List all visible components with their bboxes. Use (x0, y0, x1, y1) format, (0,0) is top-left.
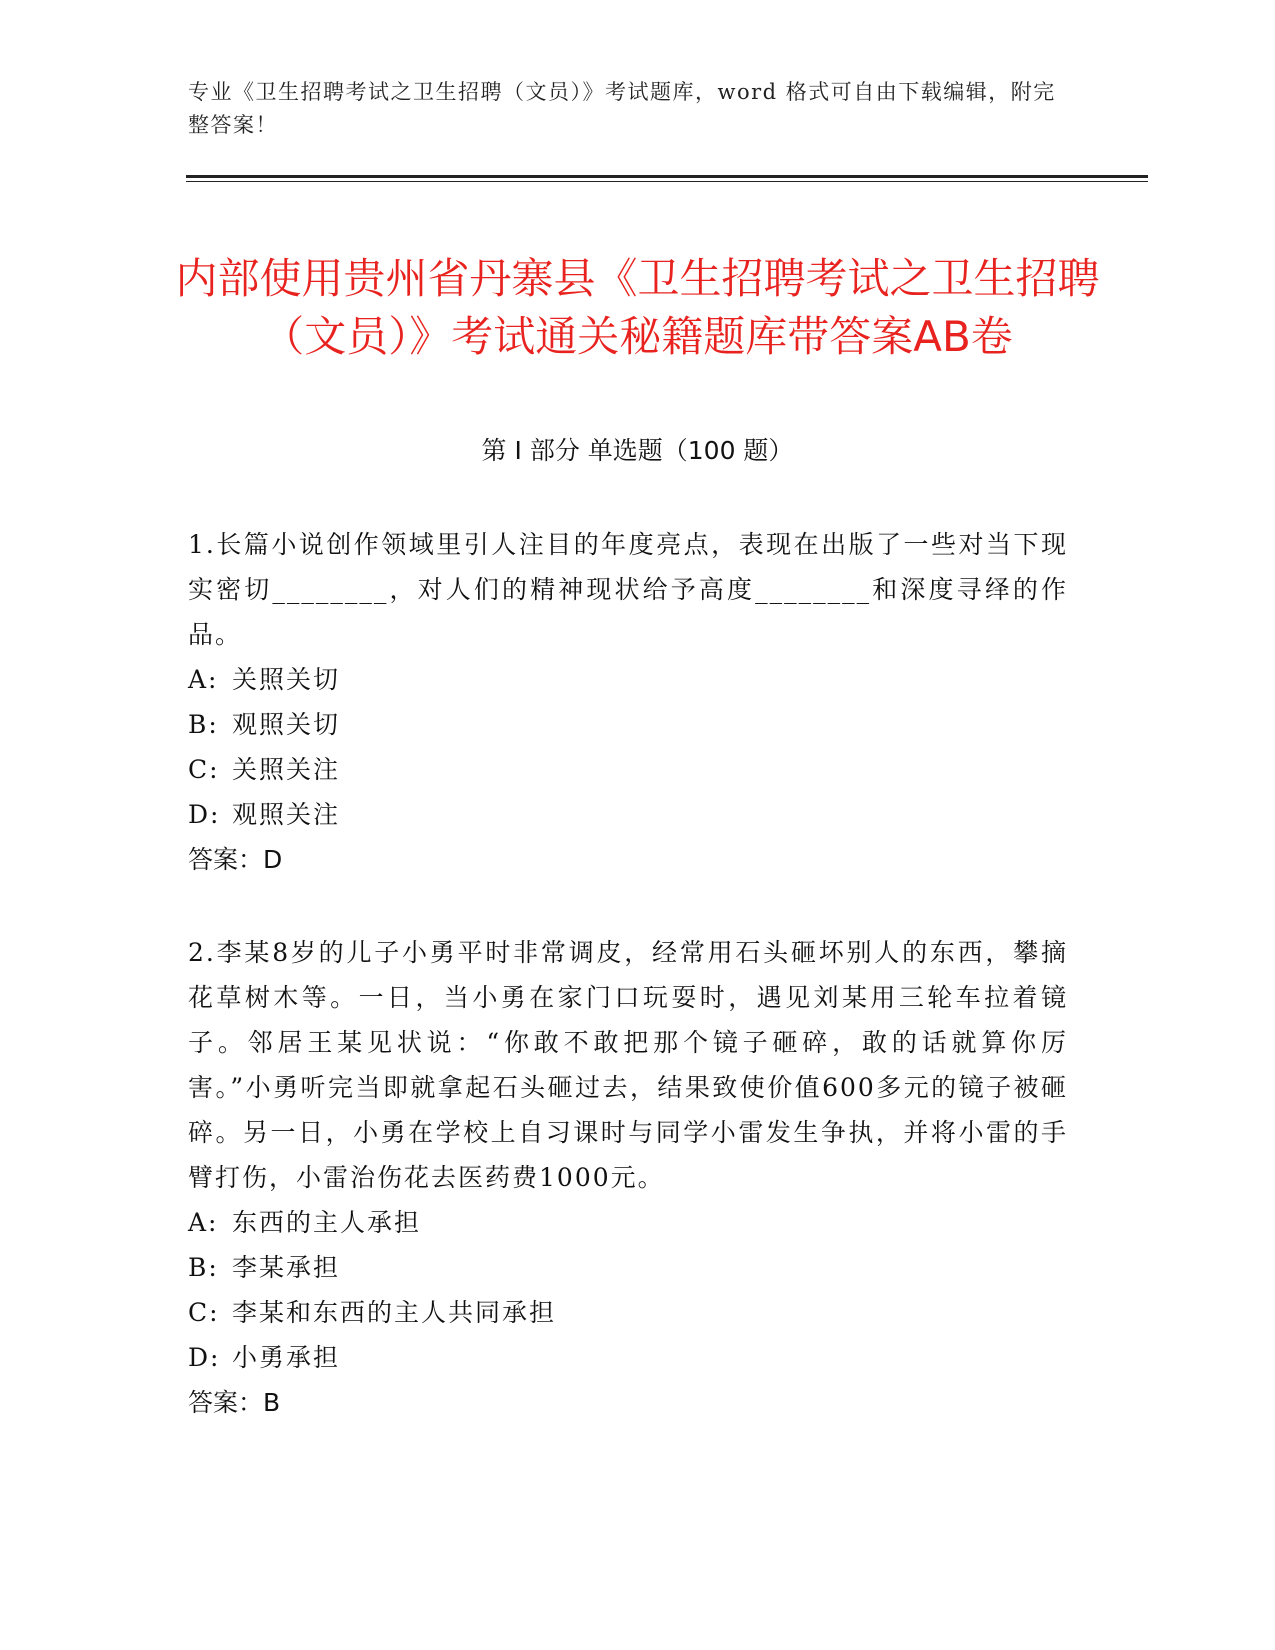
document-title: 内部使用贵州省丹寨县《卫生招聘考试之卫生招聘（文员）》考试通关秘籍题库带答案AB卷 (175, 254, 1100, 362)
answer-value: B (263, 1388, 281, 1417)
option-letter: A: (188, 1208, 219, 1237)
answer-line (188, 837, 1068, 882)
section-heading: 第 I 部分 单选题（100 题） (481, 436, 794, 465)
header-note: 专业《卫生招聘考试之卫生招聘（文员）》考试题库，word 格式可自由下载编辑，附完整答案！ (188, 80, 1056, 137)
header-divider-thick (186, 175, 1148, 178)
answer-label: 答案： (188, 845, 264, 874)
question-1 (188, 522, 1068, 882)
option-b (188, 1245, 1068, 1290)
option-letter: D: (188, 800, 221, 829)
option-letter: C: (188, 1298, 220, 1327)
option-text: 观照关切 (232, 710, 341, 739)
option-letter: C: (188, 755, 220, 784)
question-stem: 2.李某8岁的儿子小勇平时非常调皮，经常用石头砸坏别人的东西，攀摘花草树木等。一日，当小勇在家门口玩耍时，遇见刘某用三轮车拉着镜子。邻居王某见状说：“你敢不敢把那个镜子砸碎，敢的话就算你厉害。”小勇听完当即就拿起石头砸过去，结果致使价值600多元的镜子被砸碎。另一日，小勇在学校上自习课时与同学小雷发生争执，并将小雷的手臂打伤，小雷治伤花去医药费1000元。 (188, 938, 1068, 1192)
option-text: 李某和东西的主人共同承担 (232, 1298, 557, 1327)
option-letter: B: (188, 710, 219, 739)
option-text: 关照关切 (232, 665, 341, 694)
option-text: 小勇承担 (232, 1343, 341, 1372)
option-letter: A: (188, 665, 219, 694)
option-list (188, 657, 1068, 837)
option-a (188, 657, 1068, 702)
question-2 (188, 930, 1068, 1425)
answer-line (188, 1380, 1068, 1425)
option-list (188, 1200, 1068, 1380)
question-stem: 1.长篇小说创作领域里引人注目的年度亮点，表现在出版了一些对当下现实密切________，对人们的精神现状给予高度________和深度寻绎的作品。 (188, 530, 1068, 649)
option-c (188, 1290, 1068, 1335)
answer-value: D (263, 845, 283, 874)
option-text: 关照关注 (232, 755, 341, 784)
option-letter: D: (188, 1343, 221, 1372)
option-b (188, 702, 1068, 747)
option-text: 观照关注 (232, 800, 341, 829)
header-divider-thin (186, 181, 1148, 182)
option-letter: B: (188, 1253, 219, 1282)
option-text: 东西的主人承担 (232, 1208, 422, 1237)
option-a (188, 1200, 1068, 1245)
option-text: 李某承担 (232, 1253, 341, 1282)
answer-label: 答案： (188, 1388, 264, 1417)
option-d (188, 792, 1068, 837)
option-c (188, 747, 1068, 792)
option-d (188, 1335, 1068, 1380)
